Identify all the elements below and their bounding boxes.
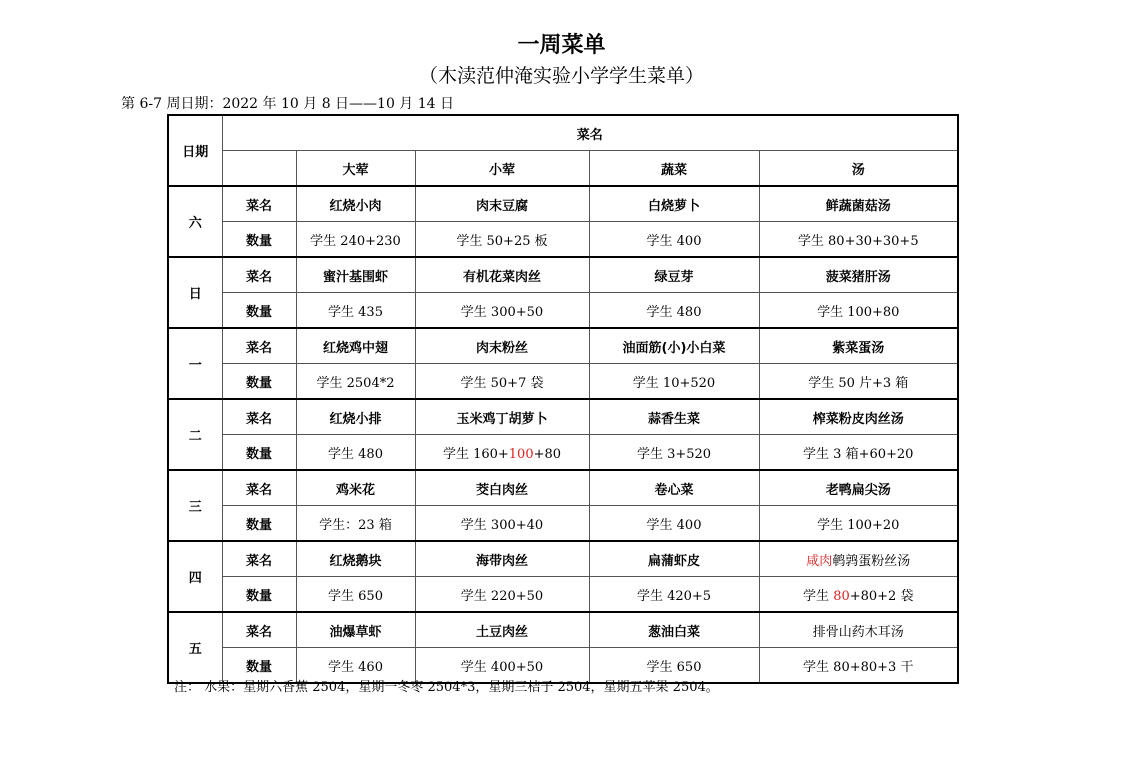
- dish-cell: 有机花菜肉丝: [415, 257, 589, 293]
- qty-cell: 学生 650: [296, 577, 415, 613]
- qty-cell: 学生 300+40: [415, 506, 589, 542]
- dish-cell: 白烧萝卜: [589, 186, 759, 222]
- qty-cell: 学生 300+50: [415, 293, 589, 329]
- day-label: 五: [168, 612, 222, 683]
- day-label: 四: [168, 541, 222, 612]
- qty-cell: 学生 3+520: [589, 435, 759, 471]
- qty-cell: 学生 400+50: [415, 648, 589, 684]
- day-label: 三: [168, 470, 222, 541]
- dish-cell: 红烧小排: [296, 399, 415, 435]
- column-header-small-meat: 小荤: [415, 151, 589, 187]
- qty-highlight: 80: [833, 588, 850, 604]
- table-row: [168, 612, 958, 648]
- dish-cell: 榨菜粉皮肉丝汤: [759, 399, 958, 435]
- fruit-note: 注： 水果：星期六香蕉 2504，星期一冬枣 2504*3，星期三桔子 2504，星期五苹果 2504。: [174, 680, 719, 695]
- dish-cell: 红烧小肉: [296, 186, 415, 222]
- week-date-line: 第 6-7 周日期：2022 年 10 月 8 日——10 月 14 日: [121, 96, 455, 112]
- dish-cell: 海带肉丝: [415, 541, 589, 577]
- table-row: [168, 293, 958, 329]
- row-label-dish: 菜名: [222, 470, 296, 506]
- qty-text: 学生 160+: [442, 446, 509, 462]
- qty-cell: 学生 3 箱+60+20: [759, 435, 958, 471]
- row-label-dish: 菜名: [222, 328, 296, 364]
- table-row: [168, 364, 958, 400]
- table-row: [168, 257, 958, 293]
- table-row: [168, 328, 958, 364]
- dish-cell: 茭白肉丝: [415, 470, 589, 506]
- row-label-dish: 菜名: [222, 257, 296, 293]
- dish-cell: 排骨山药木耳汤: [759, 612, 958, 648]
- dish-cell: 肉末豆腐: [415, 186, 589, 222]
- weekly-menu-table: [167, 114, 959, 684]
- dish-cell: 土豆肉丝: [415, 612, 589, 648]
- row-label-qty: 数量: [222, 506, 296, 542]
- qty-cell: 学生 50+7 袋: [415, 364, 589, 400]
- column-header-vegetable: 蔬菜: [589, 151, 759, 187]
- qty-cell: 学生 220+50: [415, 577, 589, 613]
- qty-cell: 学生：23 箱: [296, 506, 415, 542]
- row-label-qty: 数量: [222, 577, 296, 613]
- row-label-qty: 数量: [222, 648, 296, 684]
- dish-text: 鹌鹑蛋粉丝汤: [832, 553, 911, 569]
- qty-cell: 学生 2504*2: [296, 364, 415, 400]
- qty-cell: 学生 50+25 板: [415, 222, 589, 258]
- dish-cell: 红烧鹅块: [296, 541, 415, 577]
- row-label-dish: 菜名: [222, 612, 296, 648]
- dish-cell: 肉末粉丝: [415, 328, 589, 364]
- qty-cell: 学生 420+5: [589, 577, 759, 613]
- dish-cell: 鸡米花: [296, 470, 415, 506]
- qty-cell-mixed: [415, 435, 589, 471]
- table-row: [168, 541, 958, 577]
- dish-cell: 绿豆芽: [589, 257, 759, 293]
- qty-cell: 学生 460: [296, 648, 415, 684]
- table-row: [168, 470, 958, 506]
- row-label-qty: 数量: [222, 364, 296, 400]
- day-label: 一: [168, 328, 222, 399]
- dish-cell: 油面筋(小)小白菜: [589, 328, 759, 364]
- table-row: [168, 399, 958, 435]
- page-title: 一周菜单: [517, 33, 606, 58]
- table-row: [168, 435, 958, 471]
- qty-cell-mixed: [759, 577, 958, 613]
- dish-cell: 卷心菜: [589, 470, 759, 506]
- dish-cell: 老鸭扁尖汤: [759, 470, 958, 506]
- row-label-qty: 数量: [222, 293, 296, 329]
- qty-text-tail: +80: [533, 446, 562, 462]
- qty-highlight: 100: [508, 446, 534, 462]
- dish-highlight: 咸肉: [806, 553, 833, 569]
- row-label-dish: 菜名: [222, 541, 296, 577]
- qty-text-tail: +80+2 袋: [849, 588, 914, 604]
- row-label-dish: 菜名: [222, 399, 296, 435]
- menu-header: 菜名: [222, 115, 958, 151]
- dish-cell-mixed: [759, 541, 958, 577]
- qty-cell: 学生 80+30+30+5: [759, 222, 958, 258]
- table-row: [168, 222, 958, 258]
- dish-cell: 蒜香生菜: [589, 399, 759, 435]
- day-label: 日: [168, 257, 222, 328]
- column-header-soup: 汤: [759, 151, 958, 187]
- dish-cell: 油爆草虾: [296, 612, 415, 648]
- qty-cell: 学生 10+520: [589, 364, 759, 400]
- qty-text: 学生: [803, 588, 834, 604]
- column-header-big-meat: 大荤: [296, 151, 415, 187]
- qty-cell: 学生 80+80+3 干: [759, 648, 958, 684]
- qty-cell: 学生 400: [589, 222, 759, 258]
- qty-cell: 学生 50 片+3 箱: [759, 364, 958, 400]
- page-subtitle: （木渎范仲淹实验小学学生菜单）: [418, 65, 704, 87]
- dish-cell: 鲜蔬菌菇汤: [759, 186, 958, 222]
- dish-cell: 菠菜猪肝汤: [759, 257, 958, 293]
- table-row: [168, 506, 958, 542]
- date-header: 日期: [168, 115, 222, 186]
- qty-cell: 学生 650: [589, 648, 759, 684]
- dish-cell: 蜜汁基围虾: [296, 257, 415, 293]
- qty-cell: 学生 480: [296, 435, 415, 471]
- day-label: 二: [168, 399, 222, 470]
- table-row: [168, 577, 958, 613]
- day-label: 六: [168, 186, 222, 257]
- dish-cell: 玉米鸡丁胡萝卜: [415, 399, 589, 435]
- dish-cell: 扁蒲虾皮: [589, 541, 759, 577]
- row-label-qty: 数量: [222, 222, 296, 258]
- dish-cell: 葱油白菜: [589, 612, 759, 648]
- qty-cell: 学生 400: [589, 506, 759, 542]
- qty-cell: 学生 100+80: [759, 293, 958, 329]
- row-label-dish: 菜名: [222, 186, 296, 222]
- qty-cell: 学生 100+20: [759, 506, 958, 542]
- dish-cell: 紫菜蛋汤: [759, 328, 958, 364]
- row-label-qty: 数量: [222, 435, 296, 471]
- dish-cell: 红烧鸡中翅: [296, 328, 415, 364]
- qty-cell: 学生 480: [589, 293, 759, 329]
- header-blank-cell: [222, 151, 296, 187]
- qty-cell: 学生 240+230: [296, 222, 415, 258]
- qty-cell: 学生 435: [296, 293, 415, 329]
- table-row: [168, 186, 958, 222]
